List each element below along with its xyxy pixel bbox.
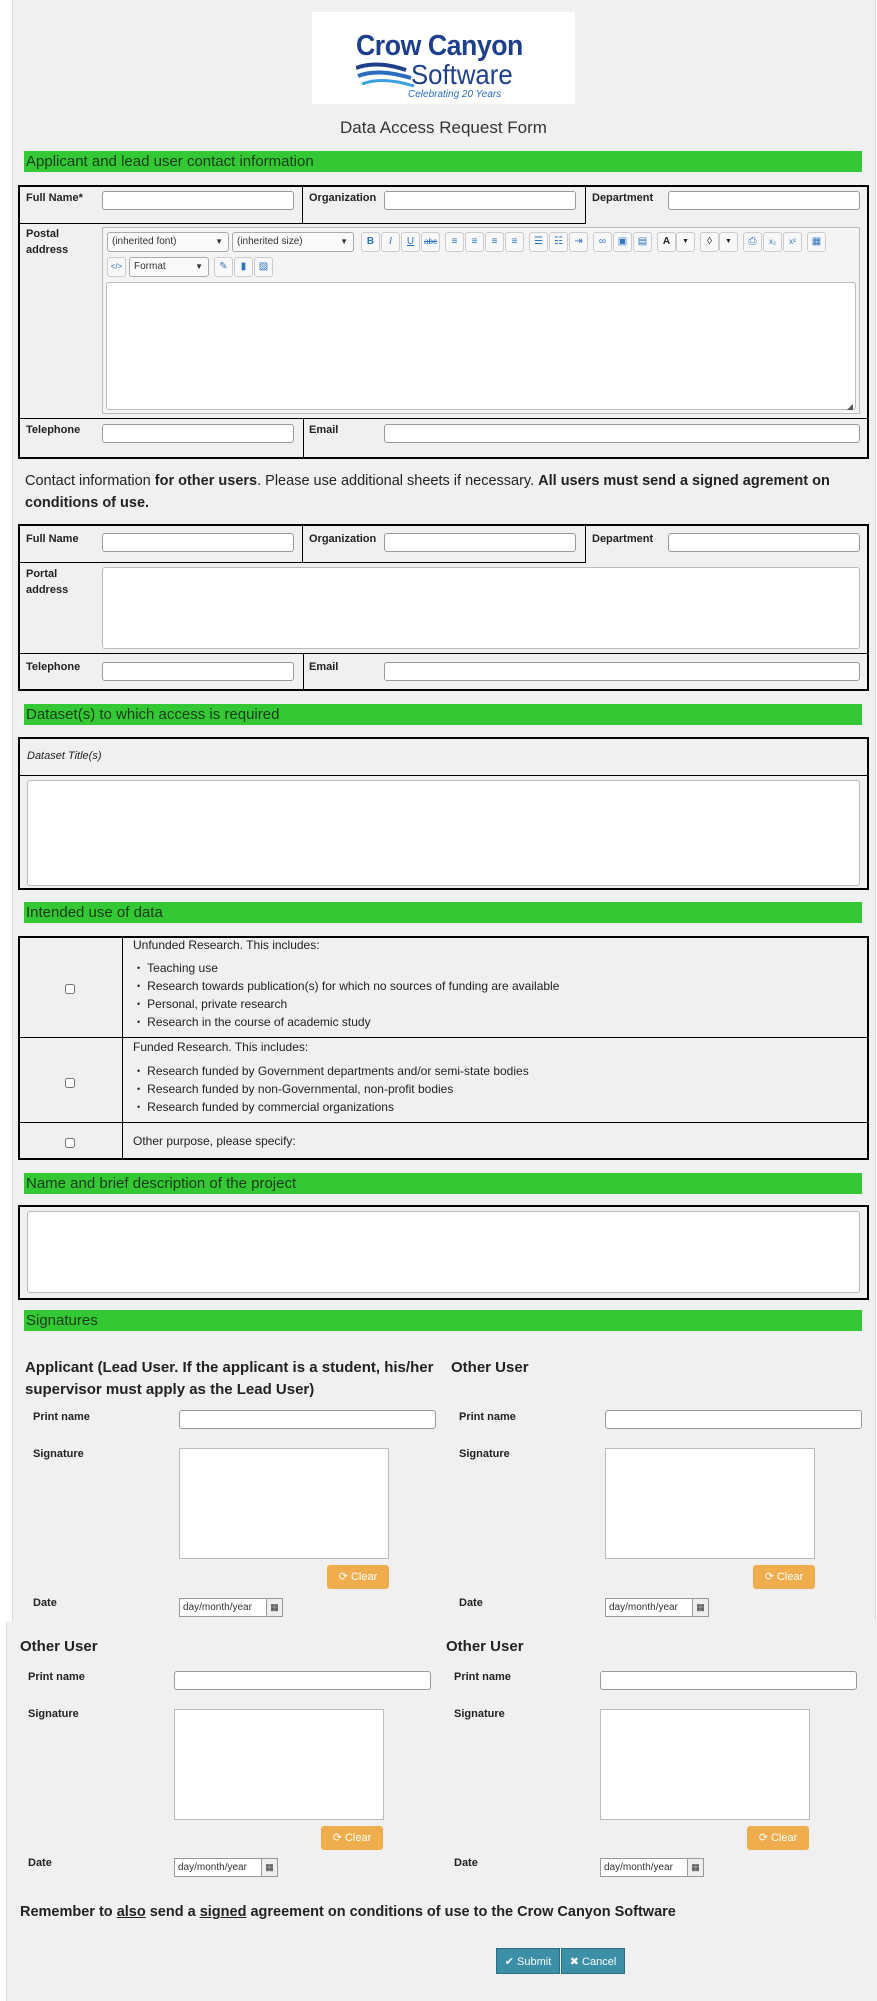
- bold-button[interactable]: B: [361, 232, 380, 252]
- superscript-icon[interactable]: x²: [783, 232, 802, 252]
- section-header-project: Name and brief description of the project: [24, 1173, 862, 1194]
- section-header-applicant: Applicant and lead user contact information: [24, 151, 862, 172]
- reminder-text: [20, 1904, 676, 1920]
- font-color-dropdown-icon[interactable]: ▼: [676, 232, 695, 252]
- calendar-icon[interactable]: ▦: [687, 1858, 704, 1877]
- calendar-icon[interactable]: ▦: [266, 1598, 283, 1617]
- funded-research-checkbox[interactable]: [65, 1078, 75, 1088]
- other2-signature-pad[interactable]: [174, 1709, 384, 1820]
- clear-label: Clear: [770, 1832, 798, 1844]
- bullet-list-icon[interactable]: ☰: [529, 232, 548, 252]
- resize-handle-icon[interactable]: ◢: [846, 402, 853, 411]
- page-title: Data Access Request Form: [340, 118, 547, 137]
- format-select-value: Format: [134, 261, 166, 272]
- company-logo: [312, 12, 575, 104]
- other3-date-input[interactable]: [600, 1858, 704, 1877]
- unfunded-research-checkbox[interactable]: [65, 984, 75, 994]
- submit-label: Submit: [517, 1956, 552, 1968]
- other3-clear-button[interactable]: ⟳ Clear: [747, 1826, 809, 1850]
- calendar-icon[interactable]: ▦: [692, 1598, 709, 1617]
- logo-line1: Crow Canyon: [356, 30, 523, 62]
- other-purpose-checkbox[interactable]: [65, 1138, 75, 1148]
- label-organization: Organization: [309, 192, 377, 204]
- other3-print-name-input[interactable]: [600, 1671, 857, 1690]
- link-icon[interactable]: ∞: [593, 232, 612, 252]
- intro-bold-1: for other users: [154, 473, 258, 489]
- dataset-titles-textarea[interactable]: [27, 780, 860, 886]
- cancel-button[interactable]: ✖ Cancel: [561, 1948, 625, 1974]
- align-right-icon[interactable]: ≡: [485, 232, 504, 252]
- clear-label: Clear: [344, 1832, 372, 1844]
- other-telephone-input[interactable]: [102, 662, 294, 681]
- numbered-list-icon[interactable]: ☷: [549, 232, 568, 252]
- applicant-clear-button[interactable]: ⟳ Clear: [327, 1565, 389, 1589]
- label-other-telephone: Telephone: [26, 661, 81, 673]
- image-icon[interactable]: ▣: [613, 232, 632, 252]
- intro-bold-2: All users must send a signed agrement on conditions of use.: [25, 473, 830, 511]
- source-code-icon[interactable]: </>: [107, 257, 126, 277]
- reminder-post: agreement on conditions of use to the Crow Canyon Software: [246, 1904, 676, 1920]
- section-header-intended-use: Intended use of data: [24, 902, 862, 923]
- other1-clear-button[interactable]: ⟳ Clear: [753, 1565, 815, 1589]
- label-postal-address-1: Postal: [26, 228, 60, 240]
- underline-button[interactable]: U: [401, 232, 420, 252]
- reminder-also: also: [116, 1904, 146, 1920]
- logo-tagline: Celebrating 20 Years: [408, 89, 502, 100]
- paste-word-icon[interactable]: ▧: [254, 257, 273, 277]
- label-other1-date: Date: [459, 1597, 483, 1609]
- label-full-name: Full Name*: [26, 192, 83, 204]
- other1-print-name-input[interactable]: [605, 1410, 862, 1429]
- unfunded-heading: Unfunded Research. This includes:: [133, 938, 320, 952]
- other2-clear-button[interactable]: ⟳ Clear: [321, 1826, 383, 1850]
- font-select[interactable]: (inherited font) ▼: [107, 232, 229, 252]
- other1-date-input[interactable]: [605, 1598, 709, 1617]
- font-color-icon[interactable]: A: [657, 232, 676, 252]
- intended-use-table: [18, 936, 869, 1160]
- label-portal-address-2: address: [26, 584, 69, 596]
- applicant-signature-heading: Applicant (Lead User. If the applicant is a student, his/her supervisor must apply as the Lead User): [25, 1359, 434, 1398]
- other-full-name-input[interactable]: [102, 533, 294, 552]
- other1-signature-pad[interactable]: [605, 1448, 815, 1559]
- date-placeholder: day/month/year: [604, 1862, 673, 1873]
- calendar-icon[interactable]: ▦: [261, 1858, 278, 1877]
- applicant-date-input[interactable]: [179, 1598, 283, 1617]
- font-select-value: (inherited font): [112, 236, 177, 247]
- label-applicant-print-name: Print name: [33, 1411, 90, 1423]
- clean-format-icon[interactable]: ✎: [214, 257, 233, 277]
- intro-text-1: Contact information: [25, 473, 155, 489]
- other3-signature-pad[interactable]: [600, 1709, 810, 1820]
- label-other3-print-name: Print name: [454, 1671, 511, 1683]
- label-applicant-date: Date: [33, 1597, 57, 1609]
- applicant-print-name-input[interactable]: [179, 1410, 436, 1429]
- table-icon[interactable]: ▦: [807, 232, 826, 252]
- clear-label: Clear: [350, 1571, 378, 1583]
- clear-label: Clear: [776, 1571, 804, 1583]
- email-input[interactable]: [384, 424, 860, 443]
- other-organization-input[interactable]: [384, 533, 576, 552]
- fill-color-dropdown-icon[interactable]: ▼: [719, 232, 738, 252]
- date-placeholder: day/month/year: [178, 1862, 247, 1873]
- date-placeholder: day/month/year: [183, 1602, 252, 1613]
- label-portal-address-1: Portal: [26, 568, 58, 580]
- submit-button[interactable]: ✔ Submit: [496, 1948, 560, 1974]
- telephone-input[interactable]: [102, 424, 294, 443]
- postal-address-editor: [102, 227, 860, 414]
- align-center-icon[interactable]: ≡: [465, 232, 484, 252]
- list-item: • Personal, private research: [137, 996, 559, 1014]
- other2-date-input[interactable]: [174, 1858, 278, 1877]
- indent-icon[interactable]: ⇥: [569, 232, 588, 252]
- label-other2-print-name: Print name: [28, 1671, 85, 1683]
- label-other-email: Email: [309, 661, 339, 673]
- label-other1-signature: Signature: [459, 1448, 510, 1460]
- label-department: Department: [592, 192, 654, 204]
- label-other2-signature: Signature: [28, 1708, 79, 1720]
- list-item: • Research funded by non-Governmental, non-profit bodies: [137, 1081, 529, 1099]
- label-other3-date: Date: [454, 1857, 478, 1869]
- section-header-signatures: Signatures: [24, 1310, 862, 1331]
- list-item: • Teaching use: [137, 960, 559, 978]
- document-icon[interactable]: ▤: [633, 232, 652, 252]
- format-select[interactable]: Format ▼: [129, 257, 209, 277]
- organization-input[interactable]: [384, 191, 576, 210]
- size-select[interactable]: (inherited size) ▼: [232, 232, 354, 252]
- list-item: • Research towards publication(s) for which no sources of funding are available: [137, 978, 559, 996]
- other-user-heading-2: Other User: [20, 1638, 98, 1655]
- label-other2-date: Date: [28, 1857, 52, 1869]
- reminder-pre: Remember to: [20, 1904, 117, 1920]
- align-justify-icon[interactable]: ≡: [505, 232, 524, 252]
- applicant-table: [18, 185, 869, 459]
- subscript-icon[interactable]: x₂: [763, 232, 782, 252]
- unfunded-list: [137, 960, 559, 1032]
- dataset-table: [18, 737, 869, 890]
- applicant-signature-pad[interactable]: [179, 1448, 389, 1559]
- other-user-heading-3: Other User: [446, 1638, 524, 1655]
- label-telephone: Telephone: [26, 424, 81, 436]
- portal-address-textarea[interactable]: [102, 567, 860, 649]
- size-select-value: (inherited size): [237, 236, 303, 247]
- department-input[interactable]: [668, 191, 860, 210]
- list-item: • Research in the course of academic study: [137, 1014, 559, 1032]
- section-header-datasets: Dataset(s) to which access is required: [24, 704, 862, 725]
- other-user-heading-1: Other User: [451, 1359, 529, 1376]
- strikethrough-button[interactable]: abc: [421, 232, 440, 252]
- reminder-mid: send a: [145, 1904, 200, 1920]
- other-users-intro: [25, 470, 865, 514]
- print-icon[interactable]: ⎙: [743, 232, 762, 252]
- fill-color-icon[interactable]: ◊: [700, 232, 719, 252]
- list-item: • Research funded by commercial organizations: [137, 1099, 529, 1117]
- list-item: • Research funded by Government departments and/or semi-state bodies: [137, 1063, 529, 1081]
- label-postal-address-2: address: [26, 244, 69, 256]
- label-other1-print-name: Print name: [459, 1411, 516, 1423]
- other-purpose-label: Other purpose, please specify:: [133, 1134, 296, 1148]
- full-name-input[interactable]: [102, 191, 294, 210]
- label-other-department: Department: [592, 533, 654, 545]
- label-applicant-signature: Signature: [33, 1448, 84, 1460]
- align-left-icon[interactable]: ≡: [445, 232, 464, 252]
- label-email: Email: [309, 424, 339, 436]
- label-other3-signature: Signature: [454, 1708, 505, 1720]
- cancel-label: Cancel: [582, 1956, 617, 1968]
- intro-text-2: . Please use additional sheets if necessary.: [257, 473, 539, 489]
- label-other-full-name: Full Name: [26, 533, 79, 545]
- label-dataset-titles: Dataset Title(s): [27, 750, 102, 762]
- other-department-input[interactable]: [668, 533, 860, 552]
- other2-print-name-input[interactable]: [174, 1671, 431, 1690]
- other-user-table: [18, 524, 869, 691]
- logo-line2: Software: [411, 59, 513, 90]
- funded-list: [137, 1063, 529, 1117]
- paste-text-icon[interactable]: ▮: [234, 257, 253, 277]
- date-placeholder: day/month/year: [609, 1602, 678, 1613]
- project-description-textarea[interactable]: [27, 1211, 860, 1293]
- logo-wave-icon: [356, 62, 416, 88]
- project-table: [18, 1205, 869, 1300]
- postal-address-textarea[interactable]: [106, 282, 856, 410]
- other-email-input[interactable]: [384, 662, 860, 681]
- reminder-signed: signed: [199, 1904, 247, 1920]
- label-other-organization: Organization: [309, 533, 377, 545]
- funded-heading: Funded Research. This includes:: [133, 1040, 309, 1054]
- italic-button[interactable]: I: [381, 232, 400, 252]
